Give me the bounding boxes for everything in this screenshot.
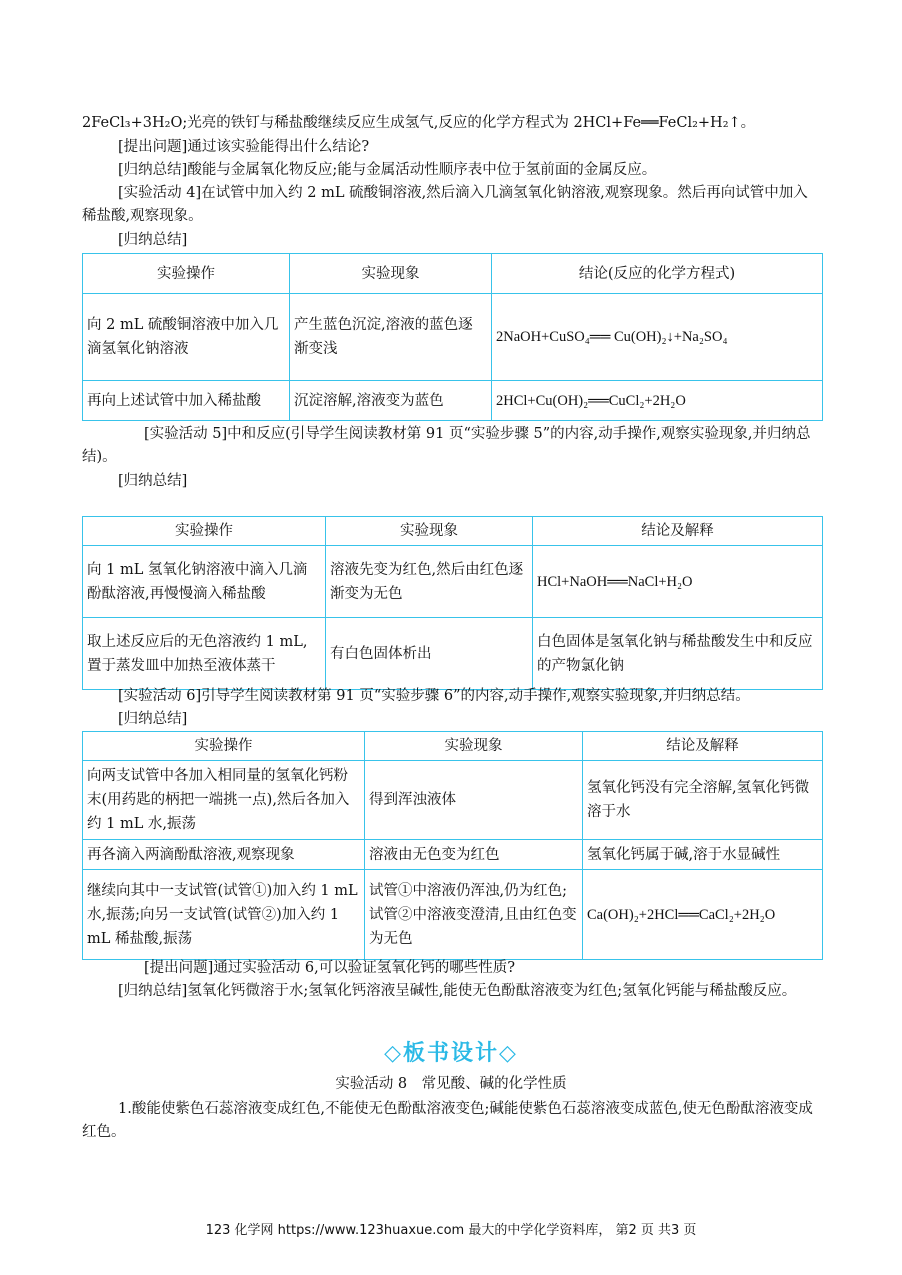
- table-cell: 再各滴入两滴酚酞溶液,观察现象: [83, 840, 365, 870]
- page-footer: 123 化学网 https://www.123huaxue.com 最大的中学化学资料库， 第2 页 共3 页: [205, 1223, 697, 1238]
- table-3-header: [83, 732, 823, 761]
- equation-cell: Ca(OH)₂+2HCl══CaCl₂+2H₂O: [583, 870, 823, 960]
- table-cell: 再向上述试管中加入稀盐酸: [83, 381, 290, 421]
- summary-2-label: [归纳总结]: [118, 232, 188, 248]
- table-cell: 继续向其中一支试管(试管①)加入约 1 mL 水,振荡;向另一支试管(试管②)加入约 1 mL 稀盐酸,振荡: [83, 870, 365, 960]
- table-1: [82, 253, 823, 421]
- question-1: [提出问题]通过该实验能得出什么结论?: [118, 139, 370, 155]
- table-3: [82, 731, 823, 960]
- question-2: [提出问题]通过实验活动 6,可以验证氢氧化钙的哪些性质?: [144, 960, 516, 976]
- activity-4: [实验活动 4]在试管中加入约 2 mL 硫酸铜溶液,然后滴入几滴氢氧化钠溶液,观察现象。然后再向试管中加入稀盐酸,观察现象。: [82, 185, 808, 224]
- table-row: [83, 381, 823, 421]
- intro-line: 2FeCl₃+3H₂O;光亮的铁钉与稀盐酸继续反应生成氢气,反应的化学方程式为 2HCl+Fe══FeCl₂+H₂↑。: [82, 115, 756, 131]
- table-cell: 取上述反应后的无色溶液约 1 mL,置于蒸发皿中加热至液体蒸干: [83, 618, 326, 690]
- table-cell: 氢氧化钙属于碱,溶于水显碱性: [583, 840, 823, 870]
- table-3-header-cell: 实验现象: [365, 732, 583, 761]
- table-cell: 产生蓝色沉淀,溶液的蓝色逐渐变浅: [290, 294, 492, 381]
- summary-5: [归纳总结]氢氧化钙微溶于水;氢氧化钙溶液呈碱性,能使无色酚酞溶液变为红色;氢氧化钙能与稀盐酸反应。: [118, 983, 797, 999]
- table-1-header-cell: 实验操作: [83, 254, 290, 294]
- board-point-1: 1.酸能使紫色石蕊溶液变成红色,不能使无色酚酞溶液变色;碱能使紫色石蕊溶液变成蓝色,使无色酚酞溶液变成红色。: [82, 1101, 813, 1140]
- table-1-header-cell: 实验现象: [290, 254, 492, 294]
- table-1-header-cell: 结论(反应的化学方程式): [492, 254, 823, 294]
- table-row: [83, 294, 823, 381]
- board-design-subtitle: 实验活动 8 常见酸、碱的化学性质: [335, 1076, 567, 1092]
- table-cell: 溶液由无色变为红色: [365, 840, 583, 870]
- activity-5: [实验活动 5]中和反应(引导学生阅读教材第 91 页“实验步骤 5”的内容,动手操作,观察实验现象,并归纳总结)。: [82, 426, 811, 465]
- table-3-header-cell: 结论及解释: [583, 732, 823, 761]
- table-row: [83, 870, 823, 960]
- table-cell: 向 2 mL 硫酸铜溶液中加入几滴氢氧化钠溶液: [83, 294, 290, 381]
- table-cell: 沉淀溶解,溶液变为蓝色: [290, 381, 492, 421]
- equation-cell: 2NaOH+CuSO₄══ Cu(OH)₂↓+Na₂SO₄: [492, 294, 823, 381]
- table-cell: 试管①中溶液仍浑浊,仍为红色;试管②中溶液变澄清,且由红色变为无色: [365, 870, 583, 960]
- board-design-heading: ◇板书设计◇: [384, 1040, 518, 1066]
- summary-1: [归纳总结]酸能与金属氧化物反应;能与金属活动性顺序表中位于氢前面的金属反应。: [118, 162, 657, 178]
- equation-cell: 2HCl+Cu(OH)₂══CuCl₂+2H₂O: [492, 381, 823, 421]
- table-2-header-cell: 结论及解释: [533, 517, 823, 546]
- table-row: [83, 761, 823, 840]
- equation-cell: HCl+NaOH══NaCl+H₂O: [533, 546, 823, 618]
- table-row: [83, 546, 823, 618]
- table-row: [83, 840, 823, 870]
- table-cell: 有白色固体析出: [326, 618, 533, 690]
- table-cell: 白色固体是氢氧化钠与稀盐酸发生中和反应的产物氯化钠: [533, 618, 823, 690]
- summary-4-label: [归纳总结]: [118, 711, 188, 727]
- table-row: [83, 618, 823, 690]
- table-2-header-cell: 实验操作: [83, 517, 326, 546]
- summary-3-label: [归纳总结]: [118, 473, 188, 489]
- table-cell: 向两支试管中各加入相同量的氢氧化钙粉末(用药匙的柄把一端挑一点),然后各加入约 1 mL 水,振荡: [83, 761, 365, 840]
- table-cell: 得到浑浊液体: [365, 761, 583, 840]
- table-cell: 向 1 mL 氢氧化钠溶液中滴入几滴酚酞溶液,再慢慢滴入稀盐酸: [83, 546, 326, 618]
- table-cell: 溶液先变为红色,然后由红色逐渐变为无色: [326, 546, 533, 618]
- table-cell: 氢氧化钙没有完全溶解,氢氧化钙微溶于水: [583, 761, 823, 840]
- table-1-header: [83, 254, 823, 294]
- table-2-header-cell: 实验现象: [326, 517, 533, 546]
- table-2: [82, 516, 823, 690]
- activity-6: [实验活动 6]引导学生阅读教材第 91 页“实验步骤 6”的内容,动手操作,观察实验现象,并归纳总结。: [118, 688, 750, 704]
- table-2-header: [83, 517, 823, 546]
- table-3-header-cell: 实验操作: [83, 732, 365, 761]
